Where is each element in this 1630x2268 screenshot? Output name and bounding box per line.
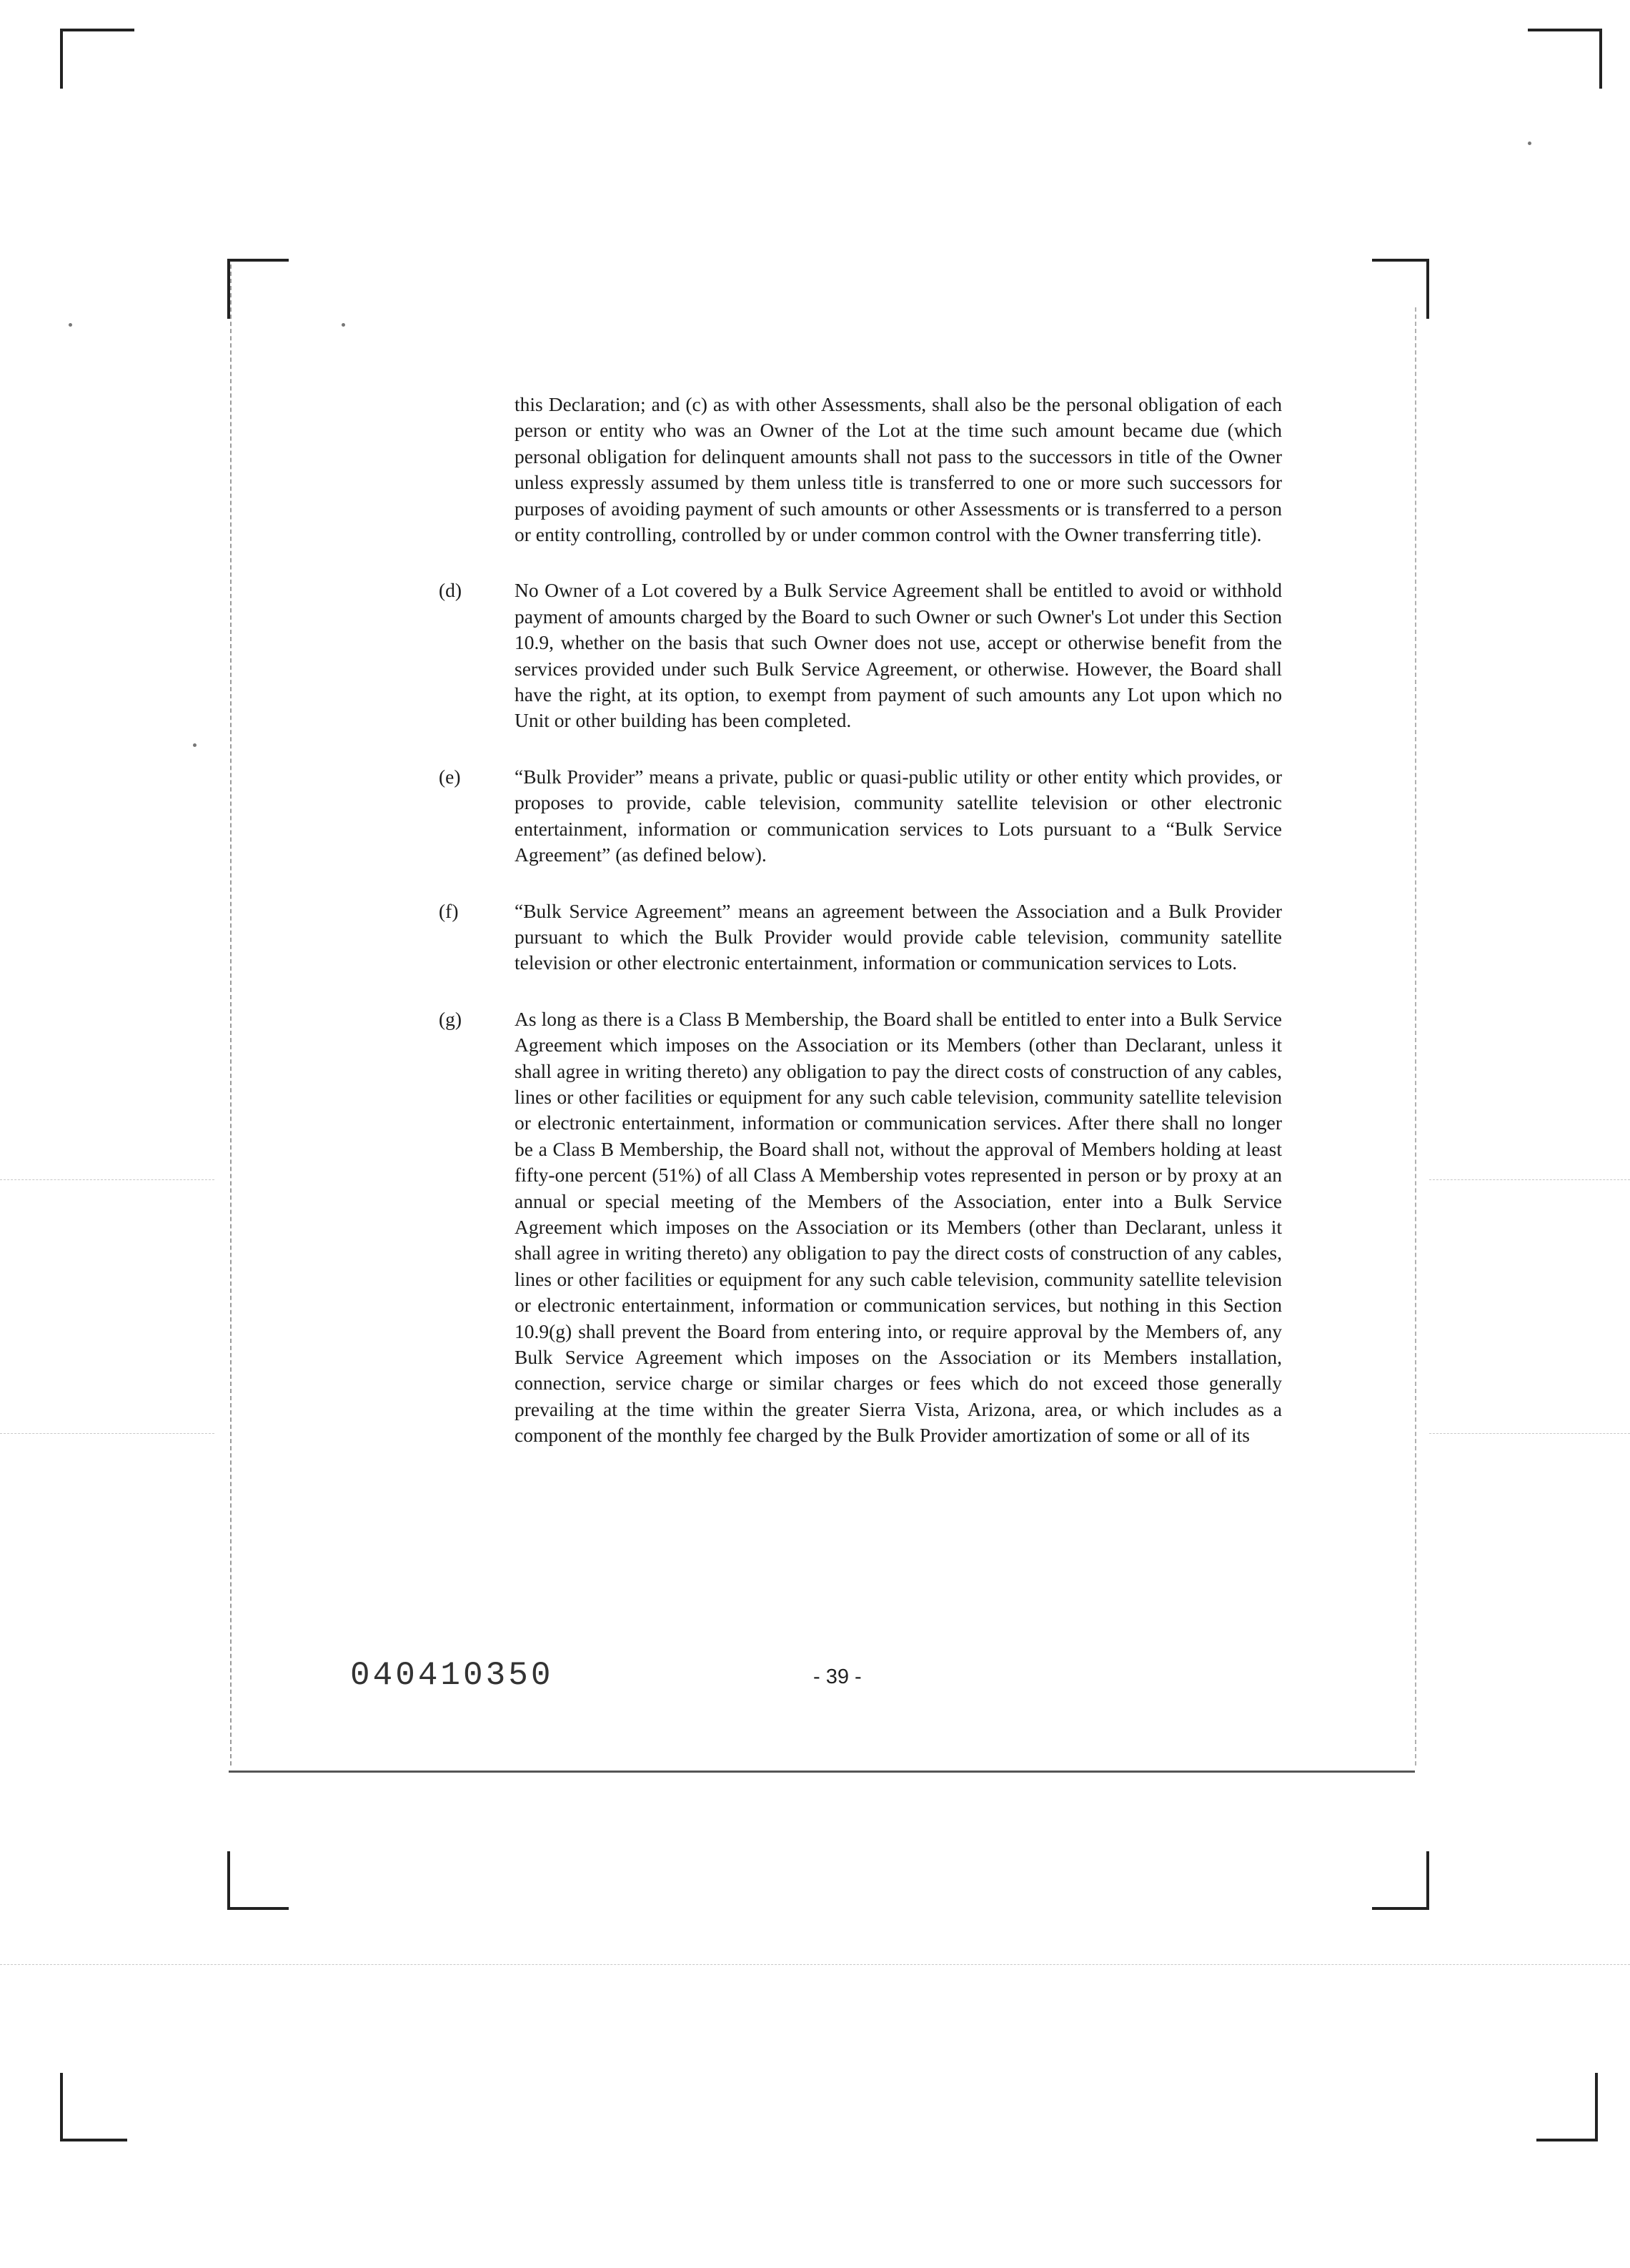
crop-mark-top-right [1528,29,1602,89]
inner-crop-mark-top-right [1372,259,1429,319]
scan-artifact-line [1429,1433,1630,1434]
crop-mark-top-left [60,29,134,89]
continued-paragraph: this Declaration; and (c) as with other Assessments, shall also be the personal obligation of each person or entity who was an Owner of the Lot at the time such amount became due (which personal obligation for delinquent amounts shall not pass to the successors in title of the Owner unless expressly assumed by them unless title is transferred to one or more such successors for purposes of avoiding payment of such amounts or other Assessments or is transferred to a person or entity controlling, controlled by or under common control with the Owner transferring title). [515,393,1282,546]
scan-artifact-speck [342,323,345,327]
inner-crop-mark-bottom-right [1372,1851,1429,1910]
item-text: “Bulk Service Agreement” means an agreement between the Association and a Bulk Provider pursuant to which the Bulk Provider would provide cable television, community satellite television or other electronic entertainment, information or communication services to Lots. [515,899,1282,974]
recording-number: 040410350 [350,1657,554,1694]
page-frame-right-edge [1415,307,1416,1766]
inner-crop-mark-bottom-left [227,1851,289,1910]
scan-artifact-line [0,1433,214,1434]
list-item-f [439,898,1282,976]
scan-artifact-speck [1528,142,1531,145]
scan-artifact-line [1429,1179,1630,1180]
list-item-g [439,1006,1282,1449]
item-label: (d) [439,579,462,602]
item-label: (e) [439,765,461,788]
item-text: As long as there is a Class B Membership, the Board shall be entitled to enter into a Bulk Service Agreement which imposes on the Association or its Members (other than Declarant, unless it shall agree in writing thereto) any obligation to pay the direct costs of construction of any cables, lines or other facilities or equipment for any such cable television, community satellite television or electronic entertainment, information or communication services. After there shall no longer be a Class B Membership, the Board shall not, without the approval of Members holding at least fifty-one percent (51%) of all Class A Membership votes represented in person or by proxy at an annual or special meeting of the Members of the Association, enter into a Bulk Service Agreement which imposes on the Association or its Members (other than Declarant, unless it shall agree in writing thereto) any obligation to pay the direct costs of construction of any cables, lines or other facilities or equipment for any such cable television, community satellite television or electronic entertainment, information or communication services, but nothing in this Section 10.9(g) shall prevent the Board from entering into, or require approval by the Members of, any Bulk Service Agreement which imposes on the Association or its Members installation, connection, service charge or similar charges or fees which do not exceed those generally prevailing at the time within the greater Sierra Vista, Arizona, area, or which includes as a component of the monthly fee charged by the Bulk Provider amortization of some or all of its [515,1007,1282,1447]
scan-artifact-speck [193,743,197,747]
item-text: No Owner of a Lot covered by a Bulk Service Agreement shall be entitled to avoid or withhold payment of amounts charged by the Board to such Owner or such Owner's Lot under this Section 10.9, whether on the basis that such Owner does not use, accept or otherwise benefit from the services provided under such Bulk Service Agreement, or otherwise. However, the Board shall have the right, at its option, to exempt from payment of such amounts any Lot upon which no Unit or other building has been completed. [515,579,1282,732]
crop-mark-bottom-right [1536,2073,1598,2141]
scan-artifact-speck [69,323,72,327]
inner-crop-mark-top-left [227,259,289,319]
item-label: (f) [439,899,459,922]
item-text: “Bulk Provider” means a private, public or quasi-public utility or other entity which provides, or proposes to provide, cable television, community satellite television or other electronic entertainment, information or communication services to Lots pursuant to a “Bulk Service Agreement” (as defined below). [515,765,1282,866]
scan-artifact-line [0,1179,214,1180]
scan-artifact-line [0,1964,1630,1965]
page-frame-left-edge [230,264,232,1766]
page-number: - 39 - [813,1665,862,1688]
crop-mark-bottom-left [60,2073,127,2141]
item-label: (g) [439,1007,462,1030]
list-item-d [439,578,1282,733]
page-frame-bottom-edge [229,1771,1415,1773]
list-item-e [439,764,1282,868]
document-body [439,392,1282,1449]
